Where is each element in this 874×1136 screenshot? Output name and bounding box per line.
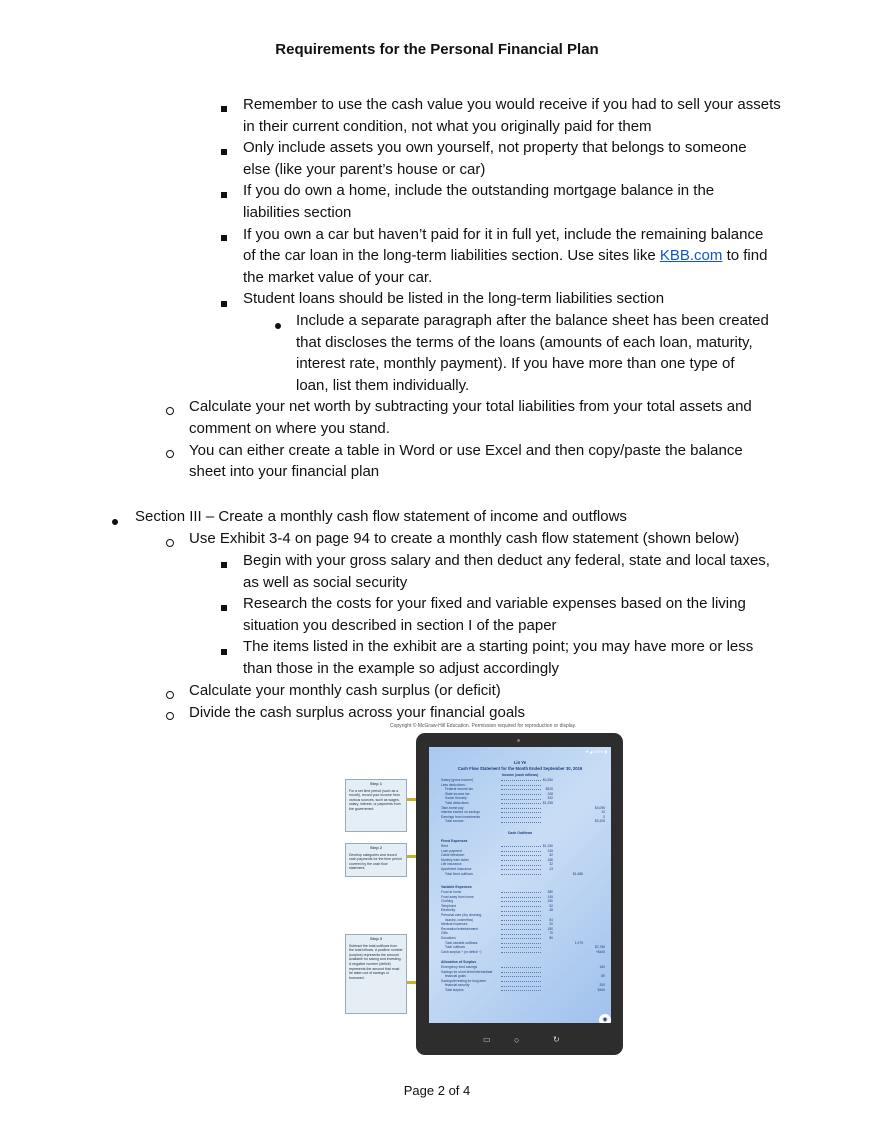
bullet-text: than those in the example so adjust accordingly: [243, 660, 560, 677]
statement-row-amount: 200: [599, 983, 605, 988]
leader-dots: [501, 967, 541, 968]
statement-row-amount: $815: [545, 787, 553, 792]
leader-dots: [501, 846, 541, 847]
statement-row-amount: 52: [549, 903, 553, 908]
statement-row-amount: $3,105: [594, 819, 605, 824]
statement-row-amount: 1,079: [574, 940, 583, 945]
leader-dots: [501, 851, 541, 852]
statement-row-label: Total income: [445, 819, 464, 824]
bullet-text: Calculate your monthly cash surplus (or deficit): [189, 682, 501, 699]
statement-row-amount: +$440: [595, 949, 605, 954]
statement-title: Cash Flow Statement for the Month Ended September 30, 2019: [457, 765, 583, 771]
bullet-text: sheet into your financial plan: [189, 463, 380, 481]
statement-row-label: Gifts: [441, 931, 448, 936]
copyright-note: Copyright © McGraw-Hill Education. Permission required for reproduction or display.: [390, 723, 577, 729]
statement-row-label: Savings/investing for long-term: [441, 978, 487, 983]
back-icon[interactable]: ▭: [483, 1035, 491, 1044]
bullet-dot: [112, 512, 118, 529]
leader-dots: [501, 860, 541, 861]
statement-row-label: Life insurance: [441, 862, 462, 867]
leader-dots: [501, 924, 541, 925]
leader-dots: [501, 803, 541, 804]
leader-dots: [501, 789, 541, 790]
bullet-text: The items listed in the exhibit are a starting point; you may have more or less: [243, 638, 754, 656]
bullet-square: [221, 185, 227, 202]
step-3-text: Subtract the total outflows from the total inflows. A positive number (surplus) represents the amount available for saving and investing. A negative number (deficit) represents the amount that must be taken out of savings or borrowed.: [349, 943, 403, 980]
camera-icon[interactable]: ◉: [599, 1014, 611, 1023]
statement-row: [441, 988, 605, 993]
leader-dots: [501, 897, 541, 898]
bullet-square: [221, 642, 227, 659]
statement-row-amount: 80: [601, 974, 605, 979]
statement-row-amount: $440: [597, 988, 605, 992]
leader-dots: [501, 817, 541, 818]
recent-apps-icon[interactable]: ↻: [553, 1035, 560, 1044]
statement-row-amount: $1,150: [542, 844, 553, 848]
step-3-box: [345, 934, 407, 1014]
variable-expenses-heading: Variable Expenses: [441, 885, 472, 889]
fixed-expenses-heading: Fixed Expenses: [441, 839, 468, 843]
leader-dots: [501, 794, 541, 795]
statement-row-label: Take-home pay: [441, 805, 464, 810]
statement-row-amount: 23: [549, 867, 553, 871]
leader-dots: [501, 972, 541, 973]
statement-row-label: Emergency fund savings: [441, 965, 478, 969]
kbb-link[interactable]: KBB.com: [659, 247, 723, 265]
statement-row-amount: 186: [547, 857, 553, 862]
bullet-ring: [166, 534, 174, 551]
statement-row-amount: 380: [547, 890, 553, 894]
statement-row-label: Medical expenses: [441, 922, 468, 927]
leader-dots: [501, 952, 541, 953]
leader-dots: [501, 906, 541, 907]
statement-row-amount: 0: [603, 814, 605, 819]
leader-dots: [501, 785, 541, 786]
statement-row-label: Salary (gross income): [441, 778, 474, 782]
statement-row-label: State income tax: [445, 791, 470, 796]
statement-row-label: Electricity: [441, 908, 456, 913]
statement-row-label: Personal care (dry cleaning,: [441, 913, 483, 917]
bullet-text: as well as social security: [243, 573, 408, 591]
tablet-device: [416, 733, 623, 1055]
leader-dots: [501, 981, 541, 982]
statement-row-label: Food at home: [441, 890, 462, 894]
statement-row-label: Cash surplus + (or deficit −): [441, 949, 482, 954]
statement-row-label: Cable television: [441, 853, 465, 858]
statement-row-amount: 245: [547, 848, 553, 853]
tablet-screen: [429, 747, 611, 1023]
bullet-text: You can either create a table in Word or use Excel and then copy/paste the balance: [189, 441, 743, 459]
leader-dots: [501, 855, 541, 856]
step-2-heading: Step 2: [369, 845, 382, 850]
bullet-text: interest rate, monthly payment). If you have more than one type of: [296, 355, 735, 373]
bullet-square: [221, 555, 227, 572]
step-2-box: [345, 843, 407, 877]
statement-row: [441, 950, 605, 955]
leader-dots: [501, 986, 541, 987]
statement-row-amount: $3,095: [594, 805, 605, 810]
leader-dots: [501, 938, 541, 939]
statement-row-label: Less deductions:: [441, 782, 466, 787]
statement-row-label: Total variable outflows: [445, 940, 478, 945]
step-3-heading: Step 3: [369, 936, 382, 941]
bullet-text: Calculate your net worth by subtracting your total liabilities from your total assets and: [189, 398, 752, 416]
leader-dots: [501, 901, 541, 902]
statement-row-amount: $4,350: [542, 778, 553, 782]
statement-row-label: Telephone: [441, 903, 457, 908]
bullet-text: the market value of your car.: [243, 268, 433, 286]
leader-dots: [501, 943, 541, 944]
statement-row-label: Savings for short-term/intermediate: [441, 969, 493, 974]
statement-row-label: Total fixed outflows: [445, 871, 473, 876]
statement-row-amount: 52: [549, 853, 553, 858]
bullet-text: Remember to use the cash value you would receive if you had to sell your assets: [243, 96, 781, 113]
step-1-box: [345, 779, 407, 832]
statement-row-label: Apartment insurance: [441, 867, 472, 871]
statement-row-amount: 145: [547, 894, 553, 899]
leader-dots: [501, 915, 541, 916]
statement-row-label: Earnings from investments: [441, 814, 481, 819]
home-icon[interactable]: ○: [514, 1035, 520, 1045]
bullet-text: comment on where you stand.: [189, 420, 390, 437]
leader-dots: [501, 990, 541, 991]
bullet-text: Research the costs for your fixed and variable expenses based on the living: [243, 595, 746, 613]
bullet-text: Include a separate paragraph after the balance sheet has been created: [296, 312, 769, 329]
statement-row-label: Food away from home: [441, 894, 474, 899]
leader-dots: [501, 892, 541, 893]
statement-row-label: Recreation/entertainment: [441, 926, 479, 931]
bullet-text: Divide the cash surplus across your financial goals: [189, 703, 525, 721]
bullet-text: that discloses the terms of the loans (amounts of each loan, maturity,: [296, 333, 753, 351]
statement-row-amount: 332: [547, 796, 553, 801]
status-bar: ▼◢ 100% ▮: [585, 749, 607, 754]
statement-row-label: Donations: [441, 936, 456, 940]
bullet-square: [221, 228, 227, 245]
statement-row-amount: 160: [599, 965, 605, 969]
statement-row-amount: 70: [549, 931, 553, 936]
statement-row-amount: 48: [549, 908, 553, 913]
statement-row-amount: 108: [547, 791, 553, 796]
statement-row-amount: 20: [549, 922, 553, 927]
bullet-square: [221, 142, 227, 159]
bullet-text: liabilities section: [243, 204, 352, 221]
leader-dots: [501, 799, 541, 800]
bullet-text: else (like your parent’s house or car): [243, 160, 486, 178]
bullet-dot: [275, 316, 281, 333]
statement-row-label: financial goals: [445, 974, 466, 979]
leader-dots: [501, 947, 541, 948]
statement-row-amount: 84: [549, 917, 553, 922]
bullet-ring: [166, 707, 174, 724]
bullet-square: [221, 99, 227, 116]
statement-row-label: Total deductions: [445, 801, 469, 805]
bullet-text: Use Exhibit 3-4 on page 94 to create a monthly cash flow statement (shown below): [189, 530, 740, 547]
page-footer: Page 2 of 4: [403, 1083, 471, 1098]
statement-row-label: Interest earned on savings: [441, 810, 480, 815]
income-heading: Income (cash inflows): [501, 773, 539, 777]
bullet-text: loan, list them individually.: [296, 376, 470, 394]
bullet-text: in their current condition, not what you originally paid for them: [243, 117, 652, 135]
leader-dots: [501, 929, 541, 930]
statement-row: [441, 819, 605, 824]
leader-dots: [501, 812, 541, 813]
bullet-text: Only include assets you own yourself, not property that belongs to someone: [243, 139, 747, 157]
statement-row-amount: 80: [549, 936, 553, 940]
statement-row-label: Social Security: [445, 796, 467, 801]
statement-row-amount: 10: [601, 810, 605, 815]
bullet-text: Student loans should be listed in the long-term liabilities section: [243, 290, 665, 308]
leader-dots: [501, 874, 541, 875]
leader-dots: [501, 865, 541, 866]
leader-dots: [501, 869, 541, 870]
leader-dots: [501, 808, 541, 809]
statement-row-label: Clothing: [441, 899, 454, 904]
section-heading: Section III – Create a monthly cash flow statement of income and outflows: [135, 508, 627, 525]
statement-row: [441, 872, 605, 877]
leader-dots: [501, 822, 541, 823]
outflows-heading: Cash Outflows: [507, 831, 533, 835]
bullet-text-with-link: [243, 245, 767, 267]
statement-row-amount: 150: [547, 899, 553, 904]
leader-dots: [501, 780, 541, 781]
bullet-text-part: of the car loan in the long-term liabilities section. Use sites like: [243, 247, 656, 265]
bullet-square: [221, 294, 227, 311]
bullet-text-part: to find: [726, 247, 768, 265]
statement-row-label: Rent: [441, 844, 448, 848]
bullet-ring: [166, 402, 174, 419]
allocation-heading: Allocation of Surplus: [441, 960, 477, 964]
bullet-ring: [166, 445, 174, 462]
leader-dots: [501, 934, 541, 935]
bullet-text: situation you described in section I of the paper: [243, 616, 557, 634]
leader-dots: [501, 920, 541, 921]
statement-row-amount: $1,688: [572, 871, 583, 876]
step-1-text: For a set time period (such as a month), record your income from various sources, such as wages, salary, interest, or payments from the government.: [349, 788, 401, 811]
statement-row-amount: $2,766: [594, 945, 605, 950]
statement-row-label: Monthly train ticket: [441, 857, 469, 862]
leader-dots: [501, 976, 541, 977]
step-2-text: Develop categories and record cash payments for the time period covered by the cash flow statement.: [349, 852, 402, 871]
statement-row-amount: 150: [547, 926, 553, 931]
statement-row-label: financial security: [445, 983, 470, 988]
statement-row-label: Federal income tax: [445, 787, 474, 792]
page-title: Requirements for the Personal Financial Plan: [275, 41, 599, 58]
statement-row-amount: 32: [549, 862, 553, 867]
statement-row-label: Total surplus: [445, 988, 464, 992]
tablet-camera-icon: [517, 739, 520, 742]
step-1-heading: Step 1: [369, 781, 382, 786]
statement-row-amount: $1,255: [542, 801, 553, 805]
statement-name: Lin Ye: [513, 760, 527, 765]
leader-dots: [501, 911, 541, 912]
bullet-square: [221, 598, 227, 615]
bullet-text: Begin with your gross salary and then deduct any federal, state and local taxes,: [243, 552, 770, 569]
statement-row-label: Total outflows: [445, 945, 465, 950]
bullet-text: If you do own a home, include the outstanding mortgage balance in the: [243, 182, 715, 200]
bullet-ring: [166, 686, 174, 703]
statement-row-label: Loan payment: [441, 848, 462, 853]
bullet-text: If you own a car but haven’t paid for it in full yet, include the remaining balance: [243, 225, 764, 243]
statement-row-label: laundry, cosmetics): [445, 917, 474, 922]
